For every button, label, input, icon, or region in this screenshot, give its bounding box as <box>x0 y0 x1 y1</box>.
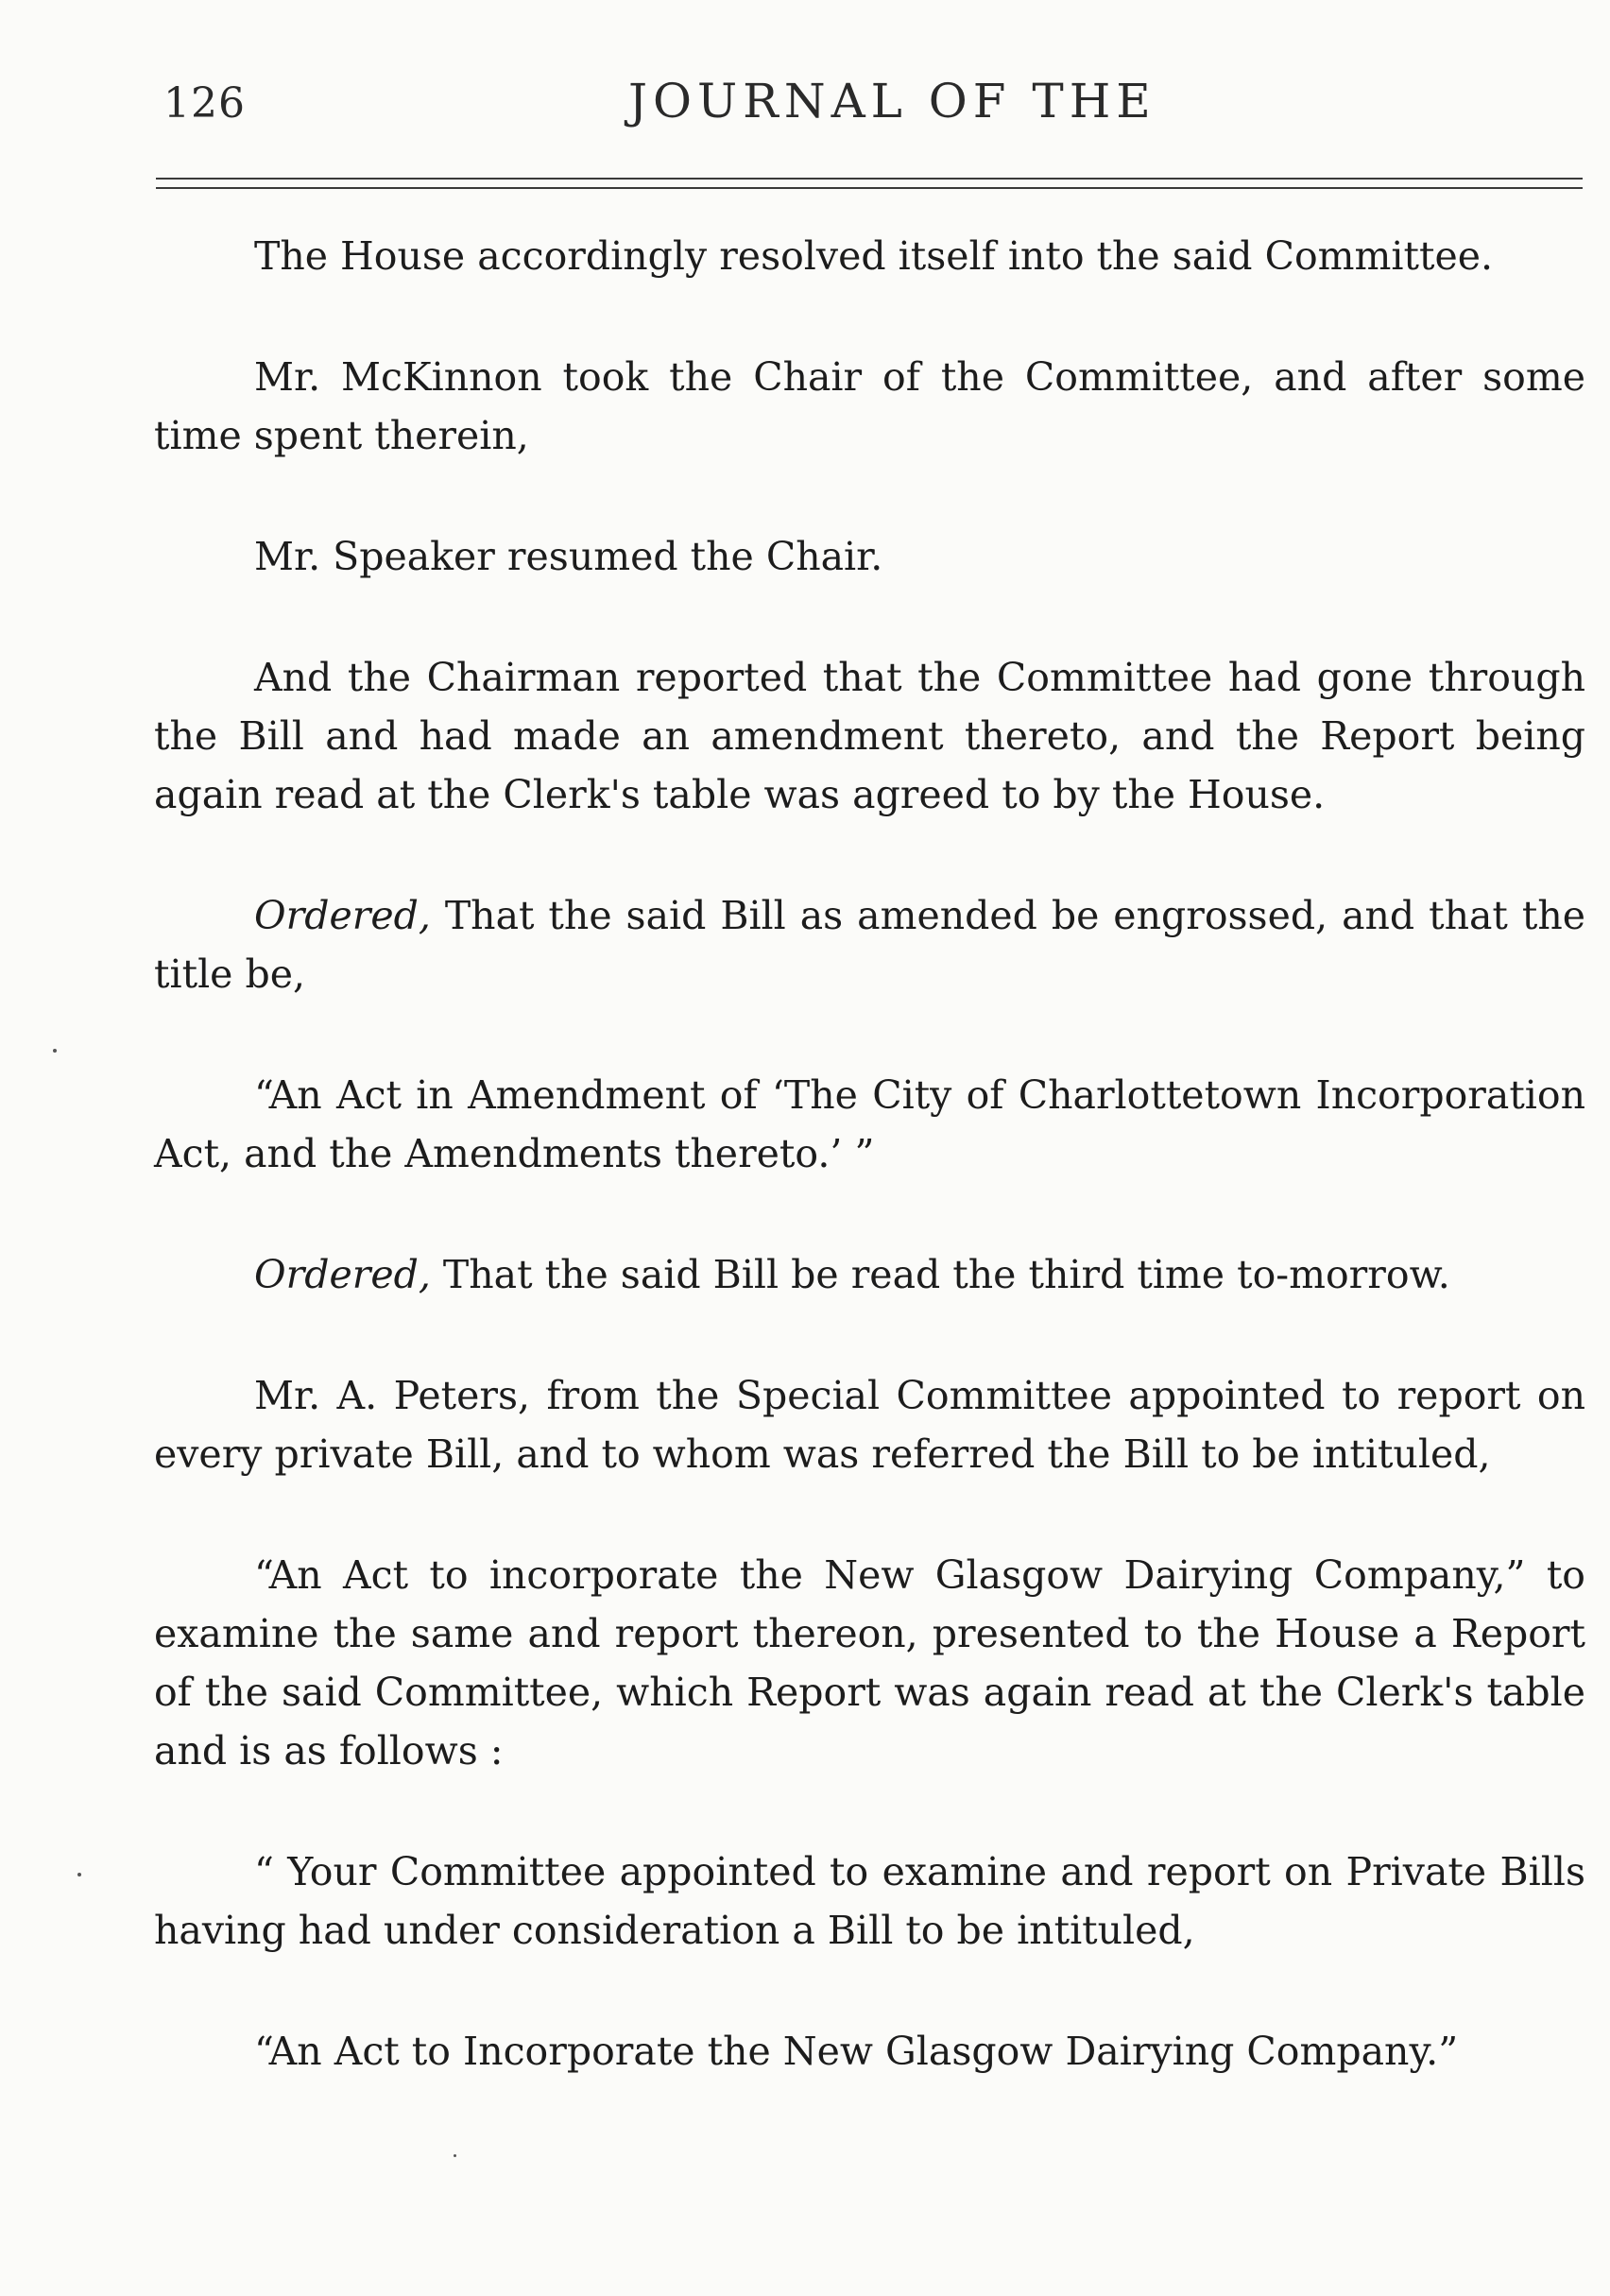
paper-speck <box>53 1049 57 1053</box>
paragraph-text: And the Chairman reported that the Committee had gone through the Bill and had made an amendment thereto, and the Report being again read at the Clerk's table was agreed to by the House. <box>154 655 1585 817</box>
paragraph-ordered-third-reading <box>154 1245 1585 1304</box>
paragraph-speaker-resumed <box>154 527 1585 586</box>
paragraph-dairying-act-title <box>154 2022 1585 2081</box>
ordered-lead: Ordered, <box>254 1252 431 1297</box>
paragraph-text: “ Your Committee appointed to examine and report on Private Bills having had under consideration a Bill to be intituled, <box>154 1849 1585 1953</box>
paragraph-committee-resolved <box>154 227 1585 285</box>
paragraph-mckinnon-chair <box>154 348 1585 465</box>
page-number: 126 <box>163 79 246 128</box>
journal-body <box>154 227 1585 2081</box>
paragraph-text: That the said Bill as amended be engrossed, and that the title be, <box>154 893 1585 997</box>
header-rule-bottom <box>156 187 1583 189</box>
paragraph-act-title-charlottetown <box>154 1066 1585 1183</box>
paragraph-chairman-reported <box>154 648 1585 824</box>
paragraph-text: The House accordingly resolved itself into the said Committee. <box>254 233 1494 279</box>
paragraph-ordered-engrossed <box>154 886 1585 1003</box>
paragraph-text: Mr. A. Peters, from the Special Committee appointed to report on every private Bill, and to whom was referred the Bill to be intituled, <box>154 1373 1585 1477</box>
header-rule-top <box>156 178 1583 180</box>
ordered-lead: Ordered, <box>254 893 431 938</box>
paragraph-text: Mr. Speaker resumed the Chair. <box>254 534 883 579</box>
paragraph-text: That the said Bill be read the third time to-morrow. <box>430 1252 1450 1297</box>
running-head: JOURNAL OF THE <box>628 74 1156 129</box>
paper-speck <box>454 2154 456 2157</box>
paragraph-peters-report <box>154 1366 1585 1483</box>
paper-speck <box>77 1873 81 1876</box>
paragraph-text: “An Act to incorporate the New Glasgow Dairying Company,” to examine the same and report thereon, presented to the House a Report of the said Committee, which Report was again read at the Clerk's table and is as follows : <box>154 1552 1585 1773</box>
paragraph-text: “An Act to Incorporate the New Glasgow Dairying Company.” <box>254 2029 1459 2074</box>
page-header <box>156 74 1583 149</box>
paragraph-text: “An Act in Amendment of ‘The City of Charlottetown Incorporation Act, and the Amendments thereto.’ ” <box>154 1072 1585 1176</box>
paragraph-dairying-act <box>154 1546 1585 1780</box>
paragraph-committee-report-quote <box>154 1842 1585 1960</box>
paragraph-text: Mr. McKinnon took the Chair of the Committee, and after some time spent therein, <box>154 354 1585 458</box>
